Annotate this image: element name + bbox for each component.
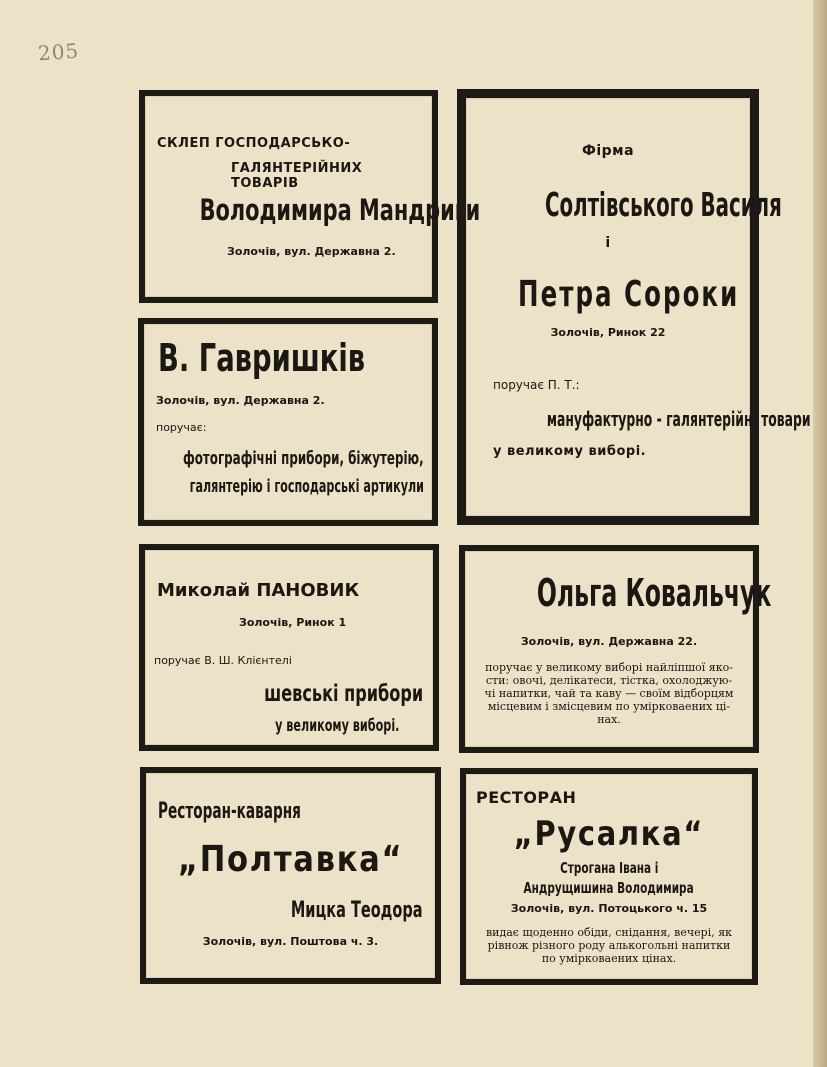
ad-rusalka-owners-1: Строгана Івана і (559, 859, 659, 877)
ad-soltivskyi-firm: Фірма (581, 143, 635, 159)
ad-kovalchuk-text-2: сти: овочі, делікатеси, тістка, охолоджую- (485, 674, 733, 687)
ad-soltivskyi-name1: Солтівського Василя (544, 185, 782, 224)
ad-poltavka-owner: Мицка Теодора (291, 898, 423, 923)
ad-poltavka-name: „Полтавка“ (177, 839, 404, 880)
ad-kovalchuk-text-3: чі напитки, чай та каву — своїм відборцям (484, 687, 734, 700)
ad-mandryhy (139, 90, 481, 303)
ad-havryshkiv (138, 318, 438, 526)
ad-rusalka-owners-2: Андрущишина Володимира (523, 879, 695, 897)
ad-havryshkiv-goods2: галянтерію і господарські артикули (189, 476, 424, 497)
ad-soltivskyi-name2: Петра Сороки (518, 274, 740, 315)
ad-kovalchuk (459, 545, 772, 753)
ad-mandryhy-line2: ГАЛЯНТЕРІЙНИХ ТОВАРІВ (231, 161, 363, 191)
ad-soltivskyi-conj: і (605, 235, 611, 251)
ad-kovalchuk-text-5: нах. (597, 713, 621, 726)
ad-soltivskyi-recommends: поручає П. Т.: (493, 378, 580, 392)
page-edge (813, 0, 827, 1067)
ad-panovyk-address: Золочів, Ринок 1 (239, 616, 347, 629)
page-number: 205 (37, 38, 80, 66)
ad-rusalka-text-2: рівнож різного роду алькогольні напитки (487, 939, 731, 952)
ad-mandryhy-address: Золочів, вул. Державна 2. (227, 245, 396, 258)
ad-havryshkiv-name: В. Гавришків (158, 336, 366, 380)
ad-kovalchuk-text-4: місцевим і змісцевим по умірковаених ці- (487, 700, 731, 713)
ad-mandryhy-name: Володимира Мандриги (199, 193, 481, 227)
ad-poltavka (140, 767, 441, 984)
ad-panovyk-recommends: поручає В. Ш. Клієнтелі (154, 654, 292, 667)
ad-kovalchuk-address: Золочів, вул. Державна 22. (520, 635, 698, 648)
ad-havryshkiv-address: Золочів, вул. Державна 2. (156, 394, 325, 407)
ad-panovyk-name: Миколай ПАНОВИК (157, 580, 360, 601)
ad-havryshkiv-goods1: фотографічні прибори, біжутерію, (183, 448, 424, 469)
ad-soltivskyi (457, 89, 811, 525)
ad-soltivskyi-choice: у великому виборі. (493, 444, 647, 459)
ad-rusalka-text-1: видає щоденно обіди, снідання, вечері, як (485, 926, 733, 939)
ad-soltivskyi-goods: мануфактурно - галянтерійні товари (546, 407, 811, 431)
ad-kovalchuk-text-1: поручає у великому виборі найліпшої яко- (485, 661, 733, 674)
ad-panovyk (139, 544, 439, 751)
ad-rusalka-address: Золочів, вул. Потоцького ч. 15 (510, 902, 708, 915)
ad-rusalka (460, 768, 758, 985)
ad-rusalka-type: РЕСТОРАН (476, 788, 577, 807)
ad-poltavka-type: Ресторан-каварня (158, 799, 301, 824)
ad-poltavka-address: Золочів, вул. Поштова ч. 3. (202, 935, 379, 948)
ad-mandryhy-line1: СКЛЕП ГОСПОДАРСЬКО- (157, 136, 351, 151)
ad-soltivskyi-address: Золочів, Ринок 22 (550, 326, 666, 339)
ad-rusalka-text-3: по умірковаених цінах. (541, 952, 677, 965)
ad-panovyk-goods2: у великому виборі. (274, 716, 399, 736)
ad-rusalka-name: „Русалка“ (513, 814, 705, 854)
ad-havryshkiv-recommends: поручає: (156, 421, 207, 434)
ad-kovalchuk-name: Ольга Ковальчук (536, 571, 772, 615)
ad-panovyk-goods1: шевські прибори (263, 681, 423, 707)
